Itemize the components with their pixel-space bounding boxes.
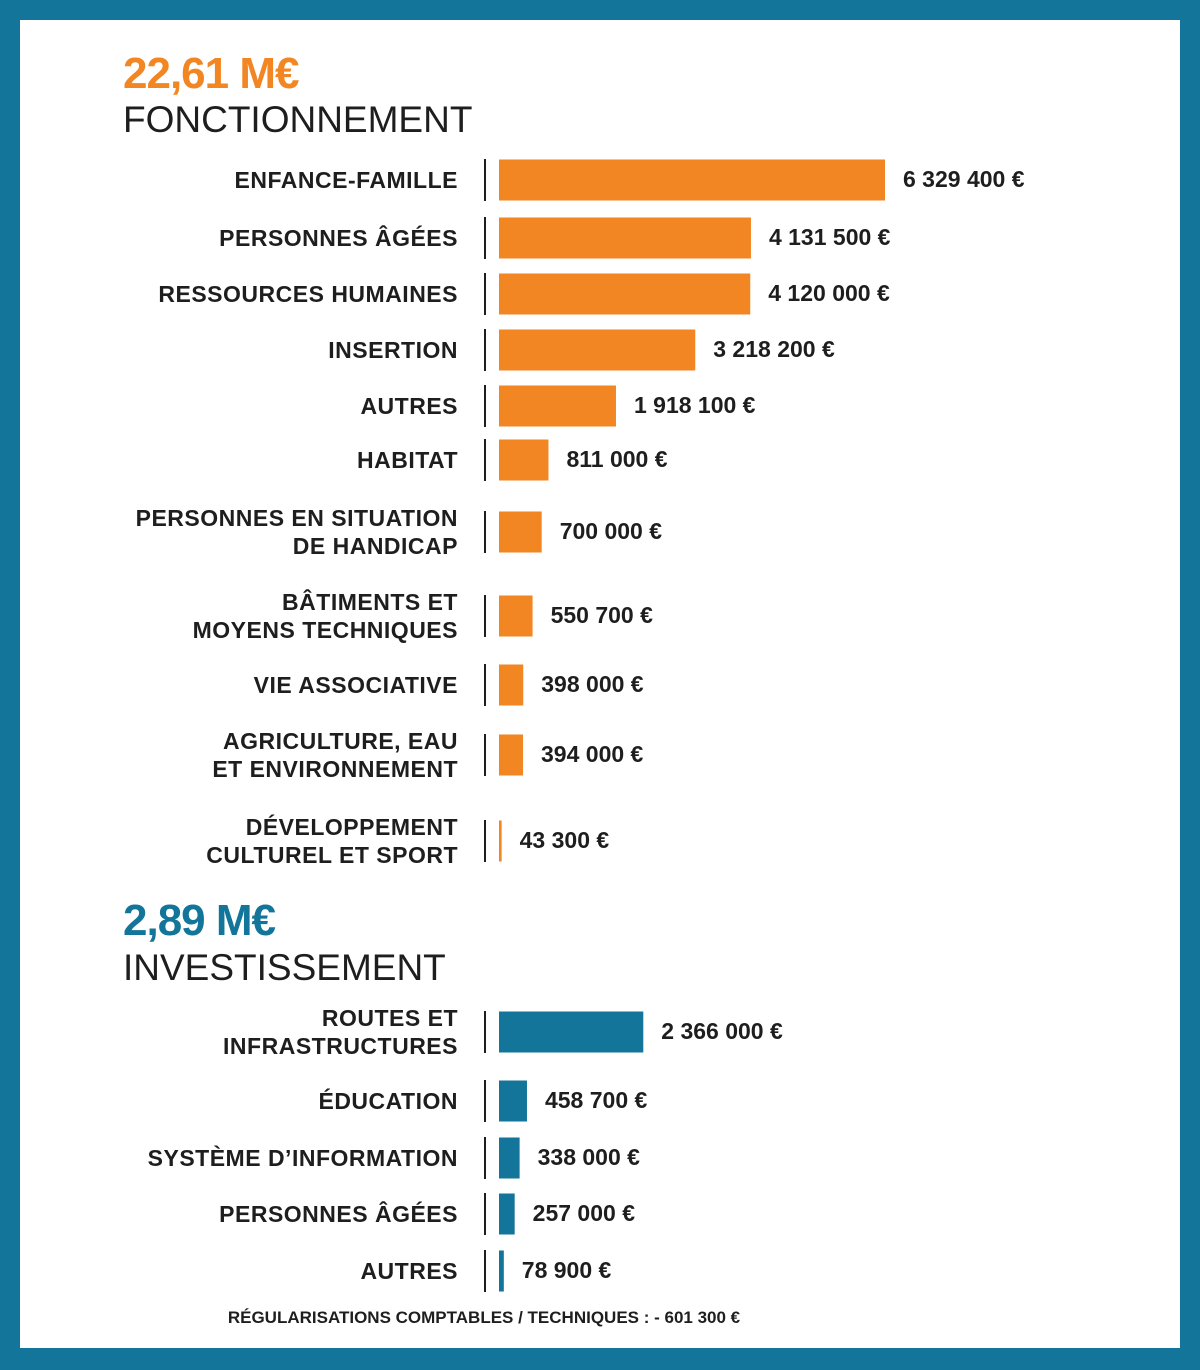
category-label: INFRASTRUCTURES (223, 1033, 458, 1059)
bar (499, 386, 616, 427)
section-title: INVESTISSEMENT (123, 947, 446, 988)
value-label: 3 218 200 € (713, 336, 835, 362)
category-label: RESSOURCES HUMAINES (158, 281, 458, 307)
category-label: HABITAT (356, 447, 458, 473)
category-label: ET ENVIRONNEMENT (212, 756, 458, 782)
value-label: 257 000 € (532, 1200, 636, 1226)
value-label: 811 000 € (566, 446, 668, 472)
category-label: ÉDUCATION (318, 1088, 458, 1114)
value-label: 78 900 € (521, 1257, 612, 1283)
category-label: DÉVELOPPEMENT (245, 814, 458, 840)
bar (499, 330, 695, 371)
category-label: PERSONNES ÂGÉES (219, 225, 458, 251)
category-label: MOYENS TECHNIQUES (192, 617, 458, 643)
category-label: AGRICULTURE, EAU (222, 728, 458, 754)
bar (499, 160, 885, 201)
bar (499, 1194, 515, 1235)
bar (499, 821, 502, 862)
category-label: PERSONNES ÂGÉES (219, 1201, 458, 1227)
value-label: 700 000 € (559, 518, 663, 544)
section-total: 2,89 M€ (123, 896, 275, 945)
value-label: 394 000 € (541, 741, 644, 767)
value-label: 43 300 € (519, 827, 610, 853)
bar (499, 512, 542, 553)
category-label: AUTRES (360, 1258, 458, 1284)
value-label: 4 131 500 € (768, 224, 891, 250)
footnote: RÉGULARISATIONS COMPTABLES / TECHNIQUES : - 601 300 € (227, 1308, 741, 1327)
value-label: 550 700 € (550, 602, 653, 628)
category-label: SYSTÈME D’INFORMATION (147, 1145, 458, 1171)
bar (499, 735, 523, 776)
bar (499, 596, 533, 637)
bar (499, 1012, 643, 1053)
category-label: VIE ASSOCIATIVE (253, 672, 458, 698)
bar (499, 218, 751, 259)
bar (499, 1081, 527, 1122)
budget-chart (20, 20, 1180, 1348)
value-label: 1 918 100 € (633, 392, 756, 418)
category-label: DE HANDICAP (292, 533, 458, 559)
category-label: PERSONNES EN SITUATION (135, 505, 458, 531)
category-label: AUTRES (360, 393, 458, 419)
value-label: 6 329 400 € (903, 166, 1025, 192)
category-label: BÂTIMENTS ET (282, 589, 458, 615)
bar (499, 274, 750, 315)
bar (499, 440, 548, 481)
value-label: 338 000 € (537, 1144, 640, 1170)
category-label: ENFANCE-FAMILLE (234, 167, 458, 193)
infographic-card (20, 20, 1180, 1348)
category-label: INSERTION (328, 337, 458, 363)
category-label: CULTUREL ET SPORT (206, 842, 458, 868)
value-label: 398 000 € (541, 671, 644, 697)
value-label: 2 366 000 € (661, 1018, 783, 1044)
bar (499, 665, 523, 706)
category-label: ROUTES ET (321, 1005, 458, 1031)
value-label: 458 700 € (544, 1087, 648, 1113)
value-label: 4 120 000 € (768, 280, 890, 306)
section-total: 22,61 M€ (123, 49, 299, 98)
bar (499, 1138, 520, 1179)
section-title: FONCTIONNEMENT (123, 99, 473, 140)
bar (499, 1251, 504, 1292)
